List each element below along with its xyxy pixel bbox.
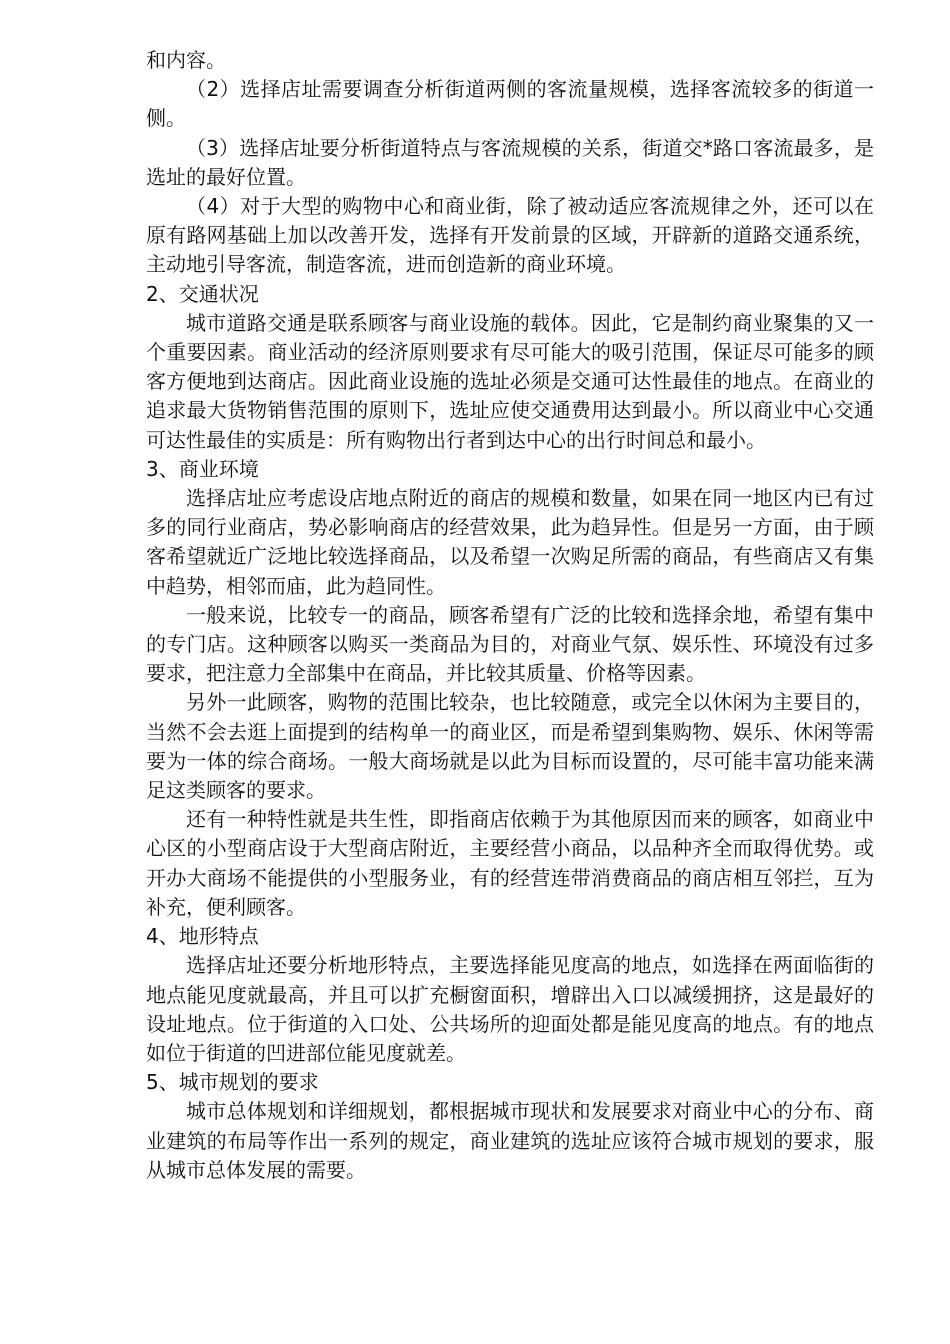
section-heading-traffic: 2、交通状况 [146,281,259,306]
paragraph-urban-planning: 城市总体规划和详细规划，都根据城市现状和发展要求对商业中心的分布、商业建筑的布局等作出一系列的规定，商业建筑的选址应该符合城市规划的要求，服从城市总体发展的需要。 [146,1099,874,1182]
list-item-2: （2）选择店址需要调查分析街道两侧的客流量规模，选择客流较多的街道一侧。 [146,77,874,131]
paragraph-business-environment-1: 选择店址应考虑设店地点附近的商店的规模和数量，如果在同一地区内已有过多的同行业商店，势必影响商店的经营效果，此为趋异性。但是另一方面，由于顾客希望就近广泛地比较选择商品，以及希望一次购足所需的商品，有些商店又有集中趋势，相邻而庙，此为趋同性。 [146,486,874,598]
document-page [146,46,874,1185]
section-heading-urban-planning: 5、城市规划的要求 [146,1070,319,1095]
paragraph-traffic: 城市道路交通是联系顾客与商业设施的载体。因此，它是制约商业聚集的又一个重要因素。商业活动的经济原则要求有尽可能大的吸引范围，保证尽可能多的顾客方便地到达商店。因此商业设施的选址必须是交通可达性最佳的地点。在商业的追求最大货物销售范围的原则下，选址应使交通费用达到最小。所以商业中心交通可达性最佳的实质是：所有购物出行者到达中心的出行时间总和最小。 [146,310,874,452]
list-item-3: （3）选择店址要分析街道特点与客流规模的关系，街道交*路口客流最多，是选址的最好位置。 [146,135,874,189]
section-heading-terrain: 4、地形特点 [146,924,259,949]
paragraph-business-environment-3: 另外一此顾客，购物的范围比较杂，也比较随意，或完全以休闲为主要目的，当然不会去逛上面提到的结构单一的商业区，而是希望到集购物、娱乐、休闲等需要为一体的综合商场。一般大商场就是以此为目标而设置的，尽可能丰富功能来满足这类顾客的要求。 [146,690,874,803]
paragraph-terrain: 选择店址还要分析地形特点，主要选择能见度高的地点，如选择在两面临街的地点能见度就最高，并且可以扩充橱窗面积，增辟出入口以减缓拥挤，这是最好的设址地点。位于街道的入口处、公共场所的迎面处都是能见度高的地点。有的地点如位于街道的凹进部位能见度就差。 [146,953,874,1065]
paragraph-business-environment-2: 一般来说，比较专一的商品，顾客希望有广泛的比较和选择余地，希望有集中的专门店。这种顾客以购买一类商品为目的，对商业气氛、娱乐性、环境没有过多要求，把注意力全部集中在商品，并比较其质量、价格等因素。 [146,602,874,686]
list-item-4: （4）对于大型的购物中心和商业街，除了被动适应客流规律之外，还可以在原有路网基础上加以改善开发，选择有开发前景的区域，开辟新的道路交通系统，主动地引导客流，制造客流，进而创造新的商业环境。 [146,194,874,277]
section-heading-business-environment: 3、商业环境 [146,456,259,481]
paragraph-continuation: 和内容。 [146,48,226,72]
paragraph-business-environment-4: 还有一种特性就是共生性，即指商店依赖于为其他原因而来的顾客，如商业中心区的小型商店设于大型商店附近，主要经营小商品，以品种齐全而取得优势。或开办大商场不能提供的小型服务业，有的经营连带消费商品的商店相互邻拦，互为补充，便利顾客。 [146,807,874,919]
